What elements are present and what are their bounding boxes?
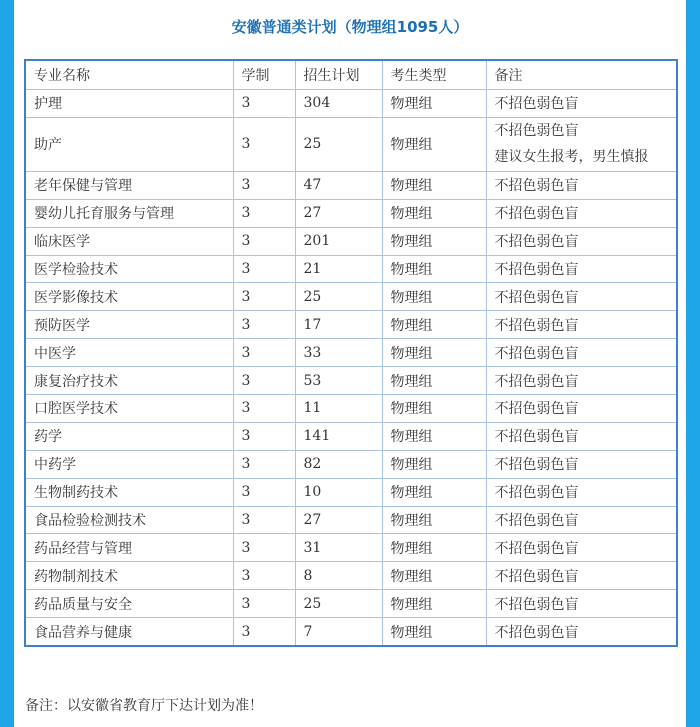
cell-major: 临床医学 <box>25 227 233 255</box>
cell-student-type: 物理组 <box>382 117 486 171</box>
cell-years: 3 <box>233 367 295 395</box>
cell-plan: 31 <box>295 534 382 562</box>
cell-plan: 27 <box>295 199 382 227</box>
cell-note: 不招色弱色盲 <box>486 450 677 478</box>
cell-plan: 17 <box>295 311 382 339</box>
cell-student-type: 物理组 <box>382 227 486 255</box>
column-header-plan: 招生计划 <box>295 60 382 90</box>
left-accent-bar <box>0 0 14 727</box>
cell-years: 3 <box>233 283 295 311</box>
cell-note: 不招色弱色盲 <box>486 90 677 118</box>
note-line-secondary: 建议女生报考，男生慎报 <box>494 149 649 166</box>
table-row <box>25 618 677 646</box>
cell-years: 3 <box>233 562 295 590</box>
cell-plan: 82 <box>295 450 382 478</box>
table-header-row <box>25 60 677 90</box>
cell-major: 生物制药技术 <box>25 478 233 506</box>
cell-note: 不招色弱色盲 <box>486 590 677 618</box>
cell-plan: 11 <box>295 395 382 423</box>
cell-years: 3 <box>233 506 295 534</box>
cell-note: 不招色弱色盲 <box>486 255 677 283</box>
cell-major: 护理 <box>25 90 233 118</box>
cell-note: 不招色弱色盲 <box>486 534 677 562</box>
cell-years: 3 <box>233 422 295 450</box>
cell-major: 老年保健与管理 <box>25 171 233 199</box>
table-row <box>25 339 677 367</box>
table-row <box>25 227 677 255</box>
cell-plan: 10 <box>295 478 382 506</box>
cell-plan: 25 <box>295 590 382 618</box>
cell-years: 3 <box>233 395 295 423</box>
cell-major: 医学影像技术 <box>25 283 233 311</box>
table-row <box>25 450 677 478</box>
cell-major: 中医学 <box>25 339 233 367</box>
note-line: 不招色弱色盲 <box>494 123 579 140</box>
cell-note: 不招色弱色盲 <box>486 506 677 534</box>
cell-plan: 8 <box>295 562 382 590</box>
column-header-note: 备注 <box>486 60 677 90</box>
cell-years: 3 <box>233 478 295 506</box>
column-header-major: 专业名称 <box>25 60 233 90</box>
cell-major: 药品经营与管理 <box>25 534 233 562</box>
cell-major: 食品检验检测技术 <box>25 506 233 534</box>
cell-student-type: 物理组 <box>382 534 486 562</box>
cell-student-type: 物理组 <box>382 590 486 618</box>
table-row <box>25 506 677 534</box>
cell-years: 3 <box>233 339 295 367</box>
cell-major: 药物制剂技术 <box>25 562 233 590</box>
cell-plan: 47 <box>295 171 382 199</box>
cell-student-type: 物理组 <box>382 199 486 227</box>
cell-years: 3 <box>233 590 295 618</box>
cell-major: 助产 <box>25 117 233 171</box>
cell-student-type: 物理组 <box>382 367 486 395</box>
cell-major: 婴幼儿托育服务与管理 <box>25 199 233 227</box>
table-row <box>25 534 677 562</box>
column-header-years: 学制 <box>233 60 295 90</box>
cell-major: 药品质量与安全 <box>25 590 233 618</box>
cell-note: 不招色弱色盲 <box>486 199 677 227</box>
cell-plan: 7 <box>295 618 382 646</box>
cell-student-type: 物理组 <box>382 618 486 646</box>
cell-student-type: 物理组 <box>382 90 486 118</box>
cell-note: 不招色弱色盲 <box>486 311 677 339</box>
cell-major: 预防医学 <box>25 311 233 339</box>
footer-note: 备注：以安徽省教育厅下达计划为准！ <box>25 698 263 714</box>
cell-years: 3 <box>233 450 295 478</box>
cell-note: 不招色弱色盲 <box>486 562 677 590</box>
table-row <box>25 367 677 395</box>
cell-major: 药学 <box>25 422 233 450</box>
table-row <box>25 90 677 118</box>
cell-student-type: 物理组 <box>382 478 486 506</box>
cell-years: 3 <box>233 311 295 339</box>
table-row <box>25 117 677 171</box>
cell-plan: 21 <box>295 255 382 283</box>
cell-student-type: 物理组 <box>382 395 486 423</box>
cell-plan: 25 <box>295 117 382 171</box>
right-accent-bar <box>686 0 700 727</box>
table-row <box>25 171 677 199</box>
cell-major: 食品营养与健康 <box>25 618 233 646</box>
cell-plan: 304 <box>295 90 382 118</box>
enrollment-plan-table <box>24 59 678 647</box>
cell-years: 3 <box>233 227 295 255</box>
cell-years: 3 <box>233 117 295 171</box>
cell-plan: 25 <box>295 283 382 311</box>
table-row <box>25 590 677 618</box>
cell-student-type: 物理组 <box>382 255 486 283</box>
cell-student-type: 物理组 <box>382 283 486 311</box>
cell-note: 不招色弱色盲 <box>486 618 677 646</box>
cell-note: 不招色弱色盲 <box>486 283 677 311</box>
cell-years: 3 <box>233 618 295 646</box>
cell-years: 3 <box>233 90 295 118</box>
column-header-student-type: 考生类型 <box>382 60 486 90</box>
cell-plan: 33 <box>295 339 382 367</box>
cell-note: 不招色弱色盲 <box>486 339 677 367</box>
cell-student-type: 物理组 <box>382 450 486 478</box>
cell-major: 康复治疗技术 <box>25 367 233 395</box>
cell-plan: 201 <box>295 227 382 255</box>
cell-years: 3 <box>233 534 295 562</box>
page-title: 安徽普通类计划（物理组1095人） <box>231 18 469 36</box>
cell-note: 不招色弱色盲 <box>486 395 677 423</box>
cell-years: 3 <box>233 171 295 199</box>
cell-student-type: 物理组 <box>382 311 486 339</box>
table-row <box>25 199 677 227</box>
cell-major: 医学检验技术 <box>25 255 233 283</box>
table-row <box>25 478 677 506</box>
cell-student-type: 物理组 <box>382 171 486 199</box>
cell-major: 中药学 <box>25 450 233 478</box>
cell-student-type: 物理组 <box>382 562 486 590</box>
table-row <box>25 562 677 590</box>
table-row <box>25 255 677 283</box>
cell-years: 3 <box>233 255 295 283</box>
cell-student-type: 物理组 <box>382 339 486 367</box>
table-row <box>25 311 677 339</box>
cell-note: 不招色弱色盲 <box>486 367 677 395</box>
cell-note: 不招色弱色盲 <box>486 171 677 199</box>
cell-plan: 141 <box>295 422 382 450</box>
table-row <box>25 395 677 423</box>
cell-major: 口腔医学技术 <box>25 395 233 423</box>
cell-years: 3 <box>233 199 295 227</box>
cell-note: 不招色弱色盲 <box>486 227 677 255</box>
cell-plan: 53 <box>295 367 382 395</box>
cell-student-type: 物理组 <box>382 506 486 534</box>
cell-note: 不招色弱色盲 <box>486 422 677 450</box>
table-row <box>25 422 677 450</box>
table-row <box>25 283 677 311</box>
cell-note: 不招色弱色盲 <box>486 478 677 506</box>
cell-note <box>486 117 677 171</box>
cell-plan: 27 <box>295 506 382 534</box>
cell-student-type: 物理组 <box>382 422 486 450</box>
